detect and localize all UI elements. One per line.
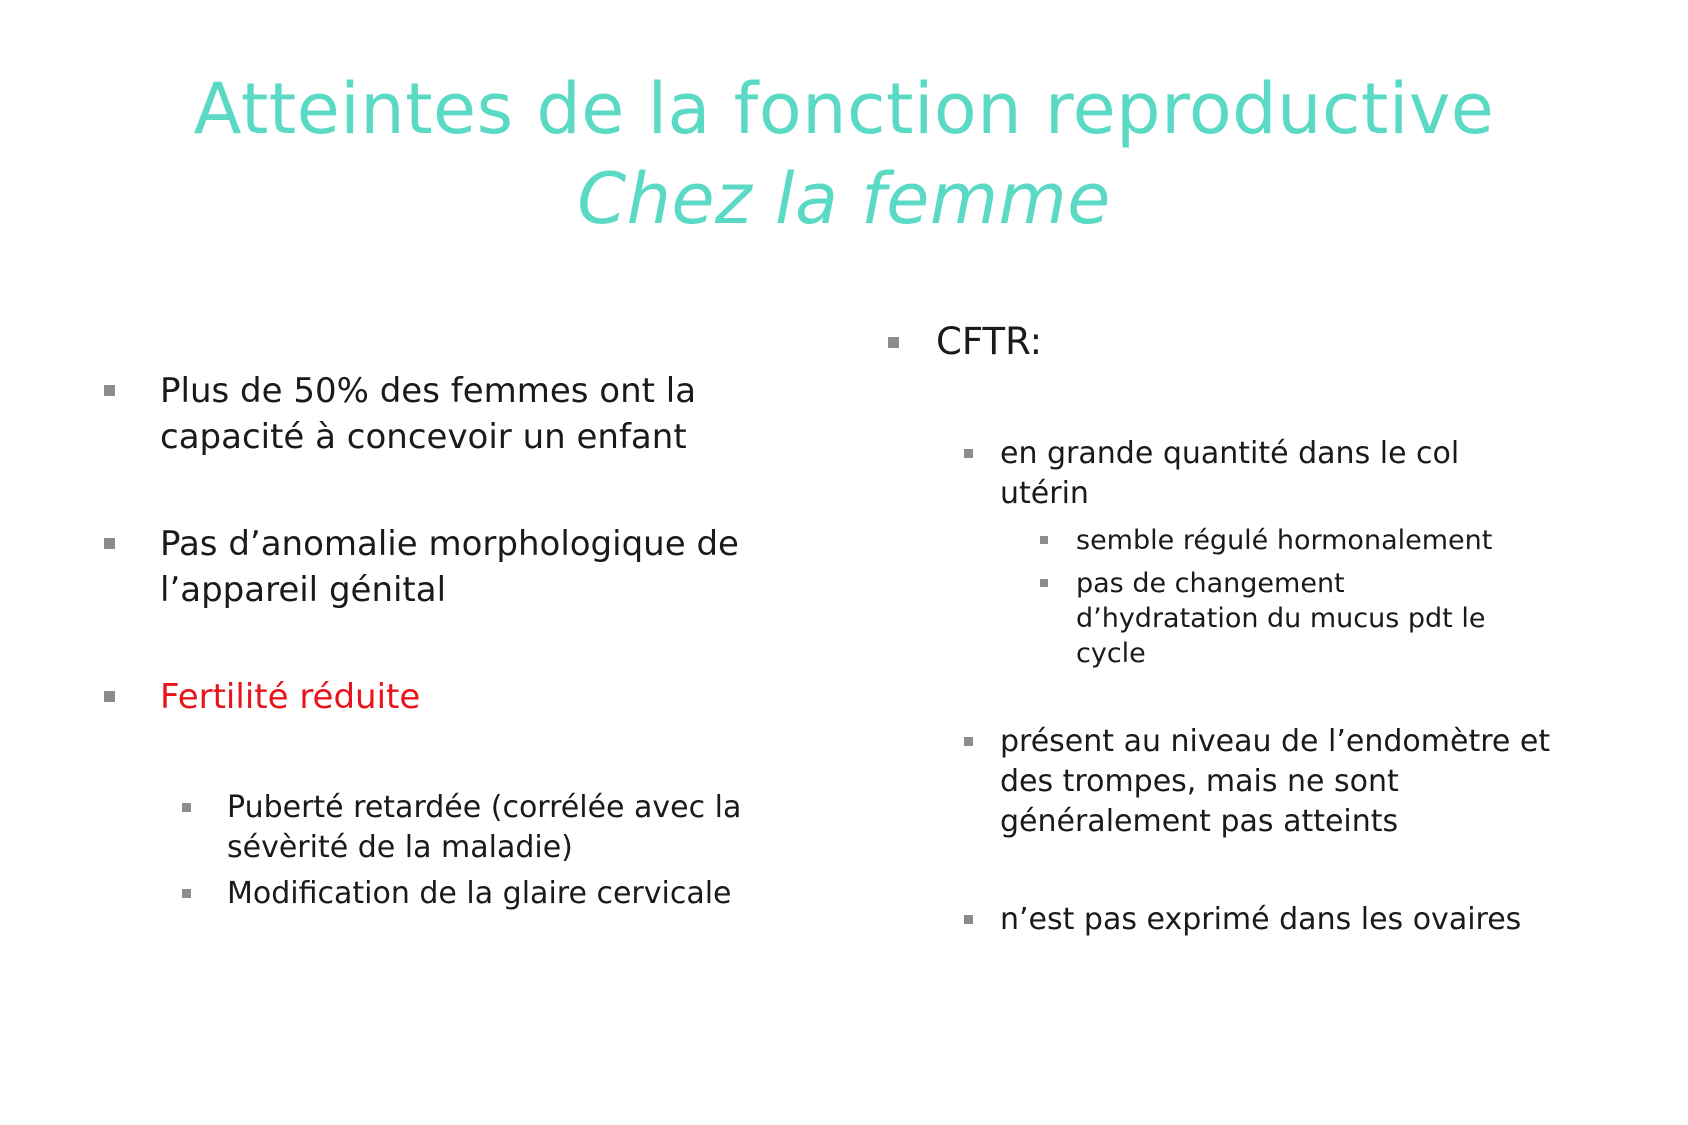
sub-sub-list-item-text: pas de changement d’hydratation du mucus pdt le cycle — [1076, 568, 1486, 669]
slide-title-line1: Atteintes de la fonction reproductive — [193, 68, 1495, 150]
sub-sub-list-item-text: semble régulé hormonalement — [1076, 525, 1493, 556]
sub-list-item — [182, 874, 812, 914]
sub-list-item — [964, 434, 1564, 514]
list-item-text: Plus de 50% des femmes ont la capacité à concevoir un enfant — [160, 371, 697, 457]
sub-sub-list-item — [1040, 523, 1600, 558]
sub-list-item-text: Modification de la glaire cervicale — [227, 876, 732, 911]
square-bullet-icon — [182, 803, 191, 812]
cftr-heading — [888, 318, 1288, 366]
square-bullet-icon — [964, 449, 973, 458]
list-item — [104, 368, 784, 460]
square-bullet-icon — [182, 889, 191, 898]
slide-title — [0, 64, 1688, 244]
sub-list-item — [964, 722, 1584, 842]
square-bullet-icon — [964, 737, 973, 746]
sub-list-item-text: Puberté retardée (corrélée avec la sévèrité de la maladie) — [227, 790, 742, 865]
square-bullet-icon — [104, 538, 115, 549]
sub-list-item-text: présent au niveau de l’endomètre et des trompes, mais ne sont généralement pas atteints — [1000, 724, 1551, 839]
square-bullet-icon — [964, 915, 973, 924]
square-bullet-icon — [888, 337, 899, 348]
square-bullet-icon — [104, 385, 115, 396]
sub-list-item-text: en grande quantité dans le col utérin — [1000, 436, 1460, 511]
sub-list-item — [182, 788, 812, 868]
slide-title-line2: Chez la femme — [577, 158, 1111, 240]
sub-list-item — [964, 900, 1584, 940]
square-bullet-icon — [1040, 536, 1048, 544]
cftr-heading-text: CFTR: — [936, 320, 1043, 363]
sub-sub-list-item — [1040, 566, 1540, 671]
list-item-text-highlight: Fertilité réduite — [160, 677, 421, 717]
square-bullet-icon — [104, 691, 115, 702]
list-item-text: Pas d’anomalie morphologique de l’appareil génital — [160, 524, 739, 610]
sub-list-item-text: n’est pas exprimé dans les ovaires — [1000, 902, 1522, 937]
list-item — [104, 521, 784, 613]
square-bullet-icon — [1040, 579, 1048, 587]
list-item — [104, 674, 784, 720]
